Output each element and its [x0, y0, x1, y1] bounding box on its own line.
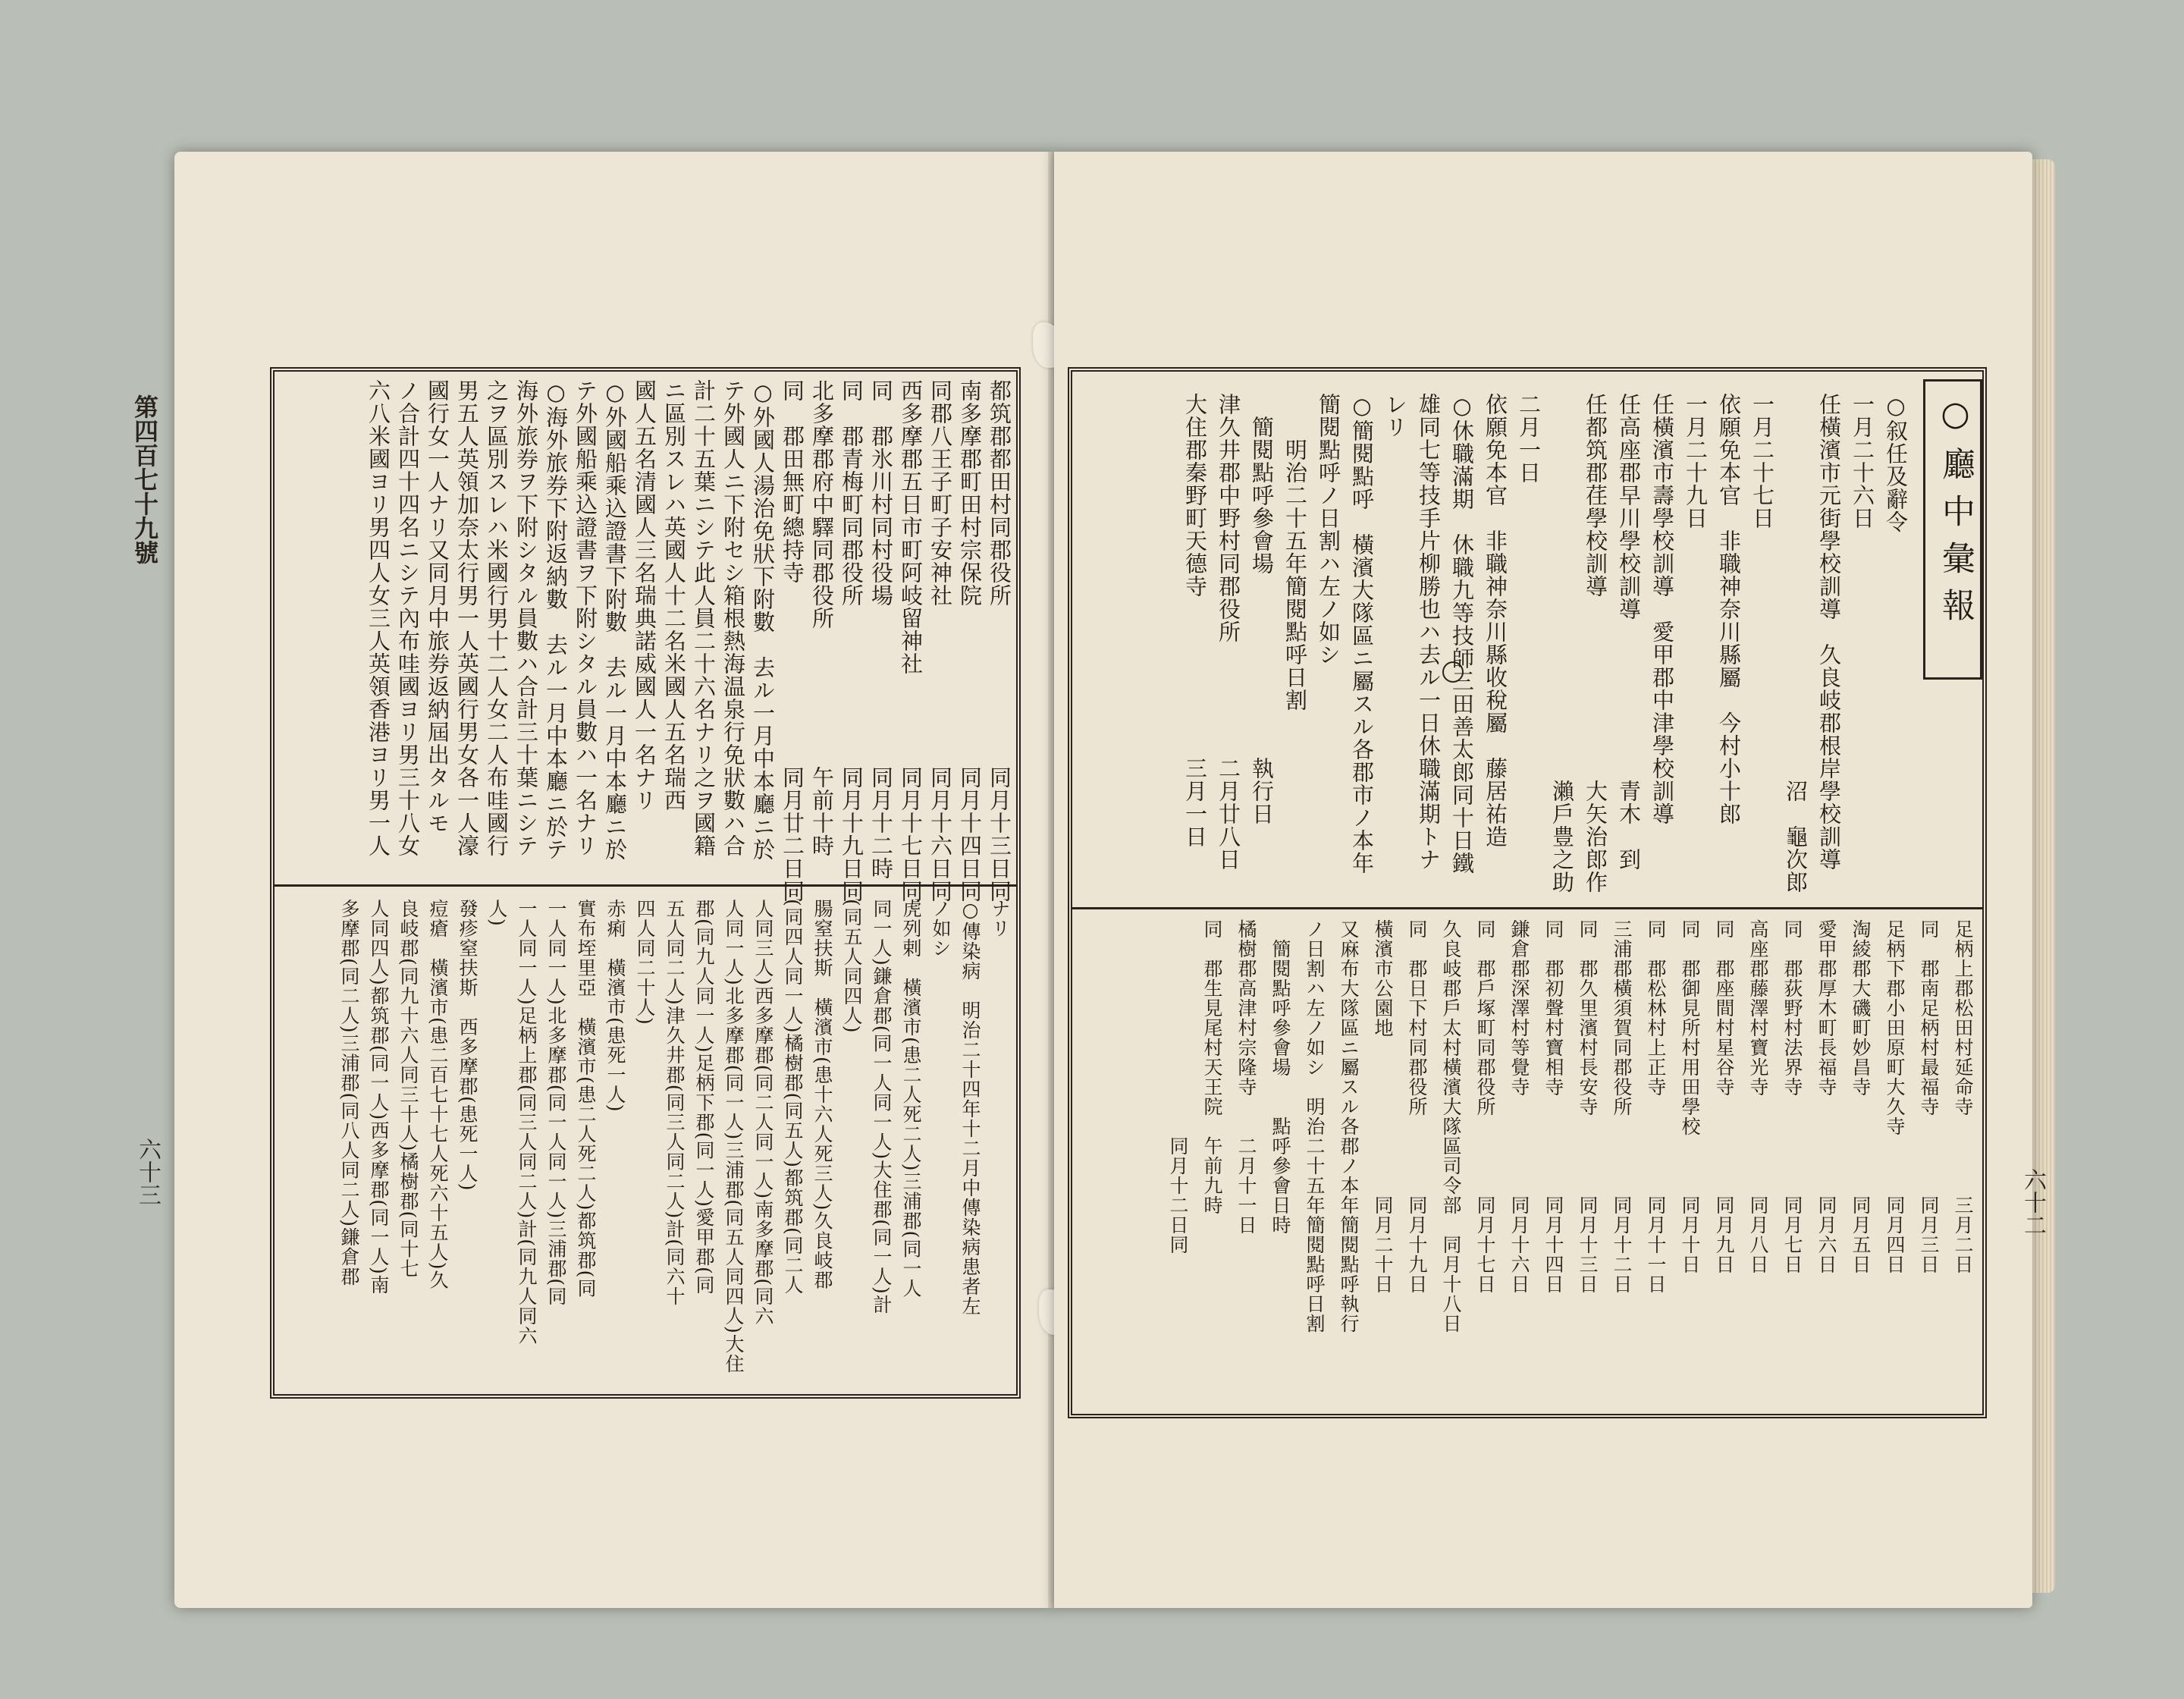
- text-column: ○外國船乘込證書下附數 去ル一月中本廳ニ於: [602, 379, 628, 861]
- text-column: 橫濱市公園地 同月二十日: [1372, 919, 1394, 1294]
- text-column: 同一人)鎌倉郡(同一人同一人)大住郡(同一人)計: [871, 899, 893, 1314]
- text-column: 同 郡御見所村用田學校 同月十日: [1679, 919, 1701, 1274]
- text-column: 明治二十五年簡閱點呼日割: [1282, 393, 1308, 711]
- text-column: 痘瘡 橫濱市(患二百七十七人死六十五人)久: [427, 899, 449, 1290]
- text-column: 計二十五葉ニシテ此人員二十六名ナリ之ヲ國籍: [691, 379, 717, 857]
- right-divider: [1072, 907, 1982, 909]
- text-column: 人同一人)北多摩郡(同一人)三浦郡(同五人同四人)大住: [723, 899, 745, 1374]
- text-column: 同 郡南足柄村最福寺 同月三日: [1918, 919, 1940, 1274]
- text-column: 虎列剌 橫濱市(患二人死二人)三浦郡(同一人: [900, 899, 922, 1299]
- text-column: 橘樹郡高津村宗隆寺 二月十一日: [1235, 919, 1257, 1235]
- right-page-number: 六十二: [2019, 1168, 2046, 1236]
- text-column: 國行女一人ナリ又同月中旅券返納屆出タルモ: [425, 379, 450, 834]
- text-column: 二月一日: [1516, 393, 1542, 484]
- text-column: 實布垤里亞 橫濱市(患二人死二人)都筑郡(同: [575, 899, 597, 1299]
- text-column: 津久井郡中野村同郡役所 二月廿八日: [1216, 393, 1241, 871]
- text-column: 任都筑郡荏學校訓導 大矢治郎作: [1583, 393, 1608, 893]
- text-column: (同五人同四人): [841, 899, 863, 1034]
- text-column: 一人同一人)北多摩郡(同一人同一人)三浦郡(同: [545, 899, 567, 1307]
- text-column: 同 郡久里濱村長安寺 同月十三日: [1577, 919, 1599, 1294]
- text-column: 良岐郡(同九十六人同三十人)橘樹郡(同十七: [397, 899, 419, 1279]
- text-column: テ外國人ニ下附セシ箱根熱海温泉行免狀數ハ合: [720, 379, 746, 857]
- text-column: 同 郡座間村星谷寺 同月九日: [1713, 919, 1735, 1274]
- text-column: 淘綾郡大磯町妙昌寺 同月五日: [1850, 919, 1872, 1274]
- text-column: 同 郡日下村同郡役所 同月十九日: [1406, 919, 1428, 1294]
- text-column: 一月二十七日: [1749, 393, 1775, 529]
- text-column: 同 郡氷川村同村役場 同月十二時: [868, 379, 894, 880]
- text-column: 同 郡松林村上正寺 同月十一日: [1645, 919, 1667, 1294]
- text-column: 四人同二十人): [634, 899, 656, 1025]
- text-column: 同 郡初聲村寶相寺 同月十四日: [1542, 919, 1564, 1294]
- text-column: 六八米國ヨリ男四人女三人英領香港ヨリ男一人: [366, 379, 391, 857]
- text-column: 同月十二日同: [1167, 919, 1189, 1255]
- header-title: ○廳中彙報: [1936, 394, 1975, 635]
- text-column: ○海外旅券下附返納數 去ル一月中本廳ニ於テ: [543, 379, 569, 861]
- text-column: 簡閱點呼ノ日割ハ左ノ如シ: [1316, 393, 1341, 666]
- text-column: ノ日割ハ左ノ如シ 明治二十五年簡閱點呼日割: [1304, 919, 1326, 1333]
- text-column: 雄同七等技手片柳勝也ハ去ル一日休職滿期トナ: [1416, 393, 1442, 871]
- text-column: 任橫濱市壽學校訓導 愛甲郡中津學校訓導: [1649, 393, 1675, 825]
- text-column: 高座郡藤澤村寶光寺 同月八日: [1747, 919, 1769, 1274]
- text-column: ○外國人湯治免狀下附數 去ル一月中本廳ニ於: [750, 379, 776, 861]
- text-column: 同 郡青梅町同郡役所 同月十九日同: [839, 379, 864, 903]
- text-column: 三浦郡橫須賀同郡役所 同月十二日: [1611, 919, 1633, 1294]
- text-column: 瀨戶豊之助: [1549, 393, 1575, 893]
- right-page: [1054, 152, 2046, 1608]
- text-column: 郡(同九人同一人)足柄下郡(同一人)愛甲郡(同: [693, 899, 715, 1295]
- text-column: ニ區別スレハ英國人十二名米國人五名瑞西: [661, 379, 687, 812]
- text-column: 依願免本官 非職神奈川縣收稅屬 藤居祐造: [1483, 393, 1508, 848]
- text-column: ○簡閱點呼 橫濱大隊區ニ屬スル各郡市ノ本年: [1349, 393, 1375, 875]
- text-column: 國人五名清國人三名瑞典諾威國人一名ナリ: [632, 379, 657, 812]
- left-page: [130, 152, 1054, 1608]
- text-column: 男五人英領加奈太行男一人英國行男女各一人濠: [454, 379, 480, 857]
- text-column: 都筑郡都田村同郡役所 同月十三日同: [987, 379, 1012, 903]
- text-column: 發疹窒扶斯 西多摩郡(患死一人): [457, 899, 479, 1192]
- text-column: 南多摩郡町田村宗保院 同月十四日同: [957, 379, 983, 903]
- text-column: 同 郡生見尾村天王院 午前九時: [1201, 919, 1223, 1215]
- text-column: 大住郡秦野町天德寺 三月一日: [1182, 393, 1208, 848]
- text-column: 人): [486, 899, 508, 927]
- text-column: 之ヲ區別スレハ米國行男十二人女二人布哇國行: [484, 379, 510, 857]
- text-column: 一人同一人)足柄上郡(同三人同二人)計(同九人同六: [516, 899, 538, 1346]
- text-column: 海外旅券ヲ下附シタル員數ハ合計三十葉ニシテ: [513, 379, 539, 857]
- text-column: 依願免本官 非職神奈川縣屬 今村小十郎: [1716, 393, 1742, 825]
- text-column: (同四人同一人)橘樹郡(同五人)都筑郡(同二人: [782, 899, 804, 1295]
- text-column: 久良岐郡戶太村橫濱大隊區司令部 同月十八日: [1440, 919, 1462, 1333]
- text-column: ノ如シ: [930, 899, 952, 958]
- text-column: 一月二十九日: [1683, 393, 1709, 529]
- text-column: 任高座郡早川學校訓導 青木 到: [1616, 393, 1642, 871]
- text-column: ○傳染病 明治二十四年十二月中傳染病患者左: [959, 899, 981, 1316]
- text-column: 人同三人)西多摩郡(同二人同一人)南多摩郡(同六: [752, 899, 774, 1327]
- text-column: 足柄下郡小田原町大久寺 同月四日: [1884, 919, 1906, 1274]
- text-column: テ外國船乘込證書ヲ下附シタル員數ハ一名ナリ: [573, 379, 598, 857]
- text-column: ○休職滿期 休職九等技師三田善太郎同十日鐵: [1449, 393, 1475, 875]
- text-column: レリ: [1382, 393, 1408, 438]
- text-column: 西多摩郡五日市町阿岐留神社 同月十七日同: [898, 379, 924, 903]
- book-spread: [130, 152, 2055, 1608]
- text-column: 簡閱點呼參會場 點呼參會日時: [1269, 919, 1291, 1235]
- issue-number: 第四百七十九號: [130, 394, 159, 564]
- text-column: 簡閱點呼參會場 執行日: [1249, 393, 1275, 825]
- text-column: 同郡八王子町子安神社 同月十六日同: [927, 379, 953, 903]
- text-column: 又麻布大隊區ニ屬スル各郡ノ本年簡閱點呼執行: [1338, 919, 1360, 1333]
- text-column: 任橫濱市元街學校訓導 久良岐郡根岸學校訓導: [1816, 393, 1842, 871]
- text-column: ○叙任及辭令: [1883, 393, 1909, 533]
- text-column: 腸窒扶斯 橫濱市(患十六人死三人)久良岐郡: [811, 899, 833, 1290]
- text-column: ナリ: [989, 899, 1011, 938]
- text-column: 同 郡田無町總持寺 同月廿二日同: [780, 379, 805, 903]
- text-column: 鎌倉郡深澤村等覺寺 同月十六日: [1508, 919, 1530, 1294]
- text-column: 足柄上郡松田村延命寺 三月二日: [1952, 919, 1974, 1274]
- text-column: ノ合計四十四名ニシテ內布哇國ヨリ男三十八女: [395, 379, 421, 857]
- text-column: 愛甲郡厚木町長福寺 同月六日: [1815, 919, 1837, 1274]
- text-column: 同 郡荻野村法界寺 同月七日: [1781, 919, 1803, 1274]
- text-column: 一月二十六日: [1850, 393, 1875, 529]
- text-column: 同 郡戶塚町同郡役所 同月十七日: [1474, 919, 1496, 1294]
- text-column: 赤痢 橫濱市(患死一人): [604, 899, 626, 1113]
- text-column: 沼 龜次郎: [1783, 393, 1809, 893]
- text-column: 多摩郡(同二人)三浦郡(同八人同二人)鎌倉郡: [338, 899, 360, 1287]
- text-column: 人同四人)都筑郡(同一人)西多摩郡(同一人)南: [368, 899, 390, 1295]
- left-page-number: 六十三: [134, 1138, 161, 1206]
- text-column: 五人同二人)津久井郡(同三人同二人)計(同六十: [664, 899, 686, 1307]
- text-column: 北多摩郡府中驛同郡役所 午前十時: [809, 379, 835, 857]
